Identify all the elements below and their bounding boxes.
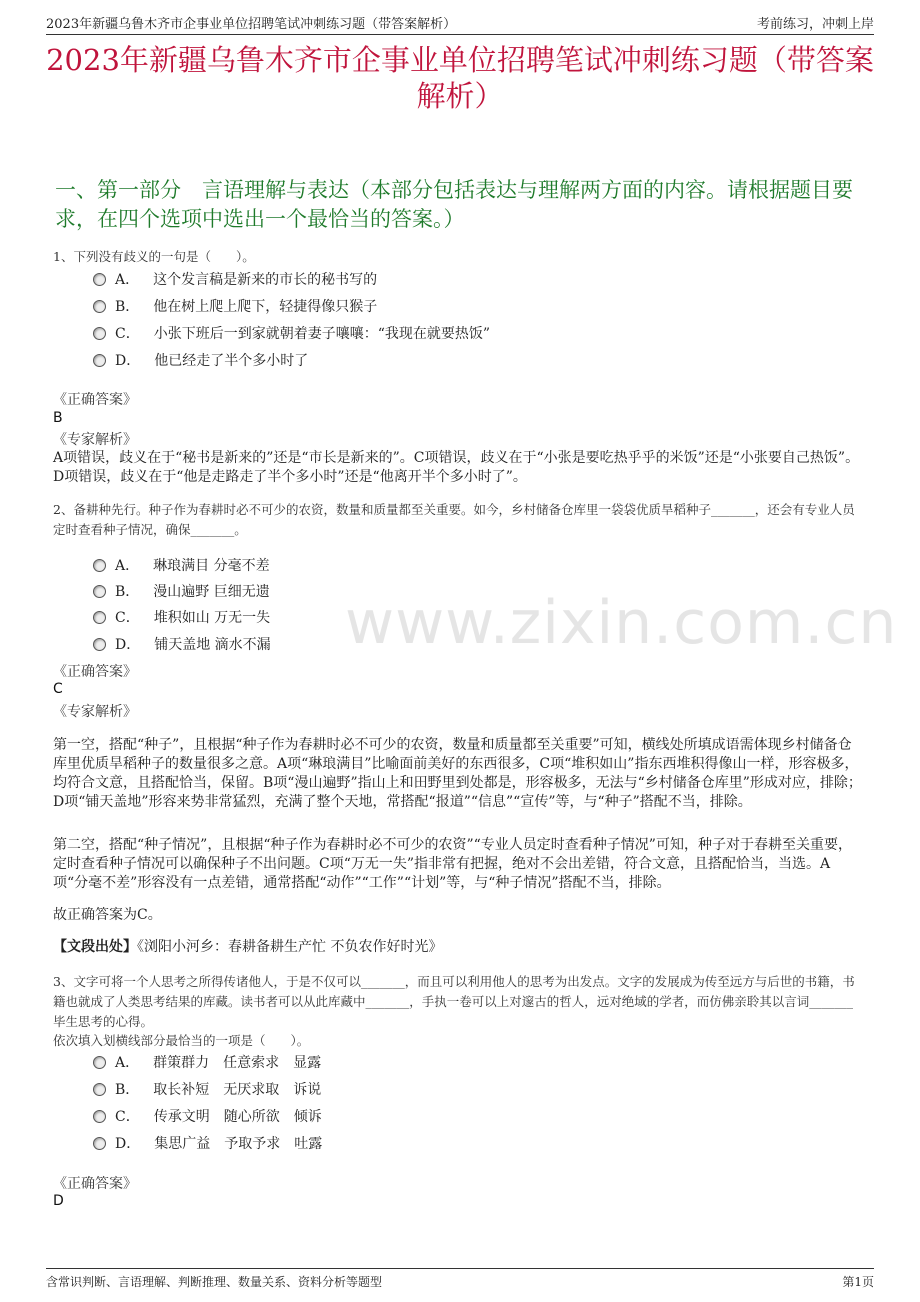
page-footer [46,1268,874,1290]
question-2-answer: C [53,681,63,697]
question-2-conclusion: 故正确答案为C。 [53,907,162,923]
radio-icon[interactable] [93,585,106,598]
answer-label: 《正确答案》 [53,1176,137,1192]
header-slogan: 考前练习，冲刺上岸 [756,17,874,32]
question-2-option-a[interactable]: A． 琳琅满目 分毫不差 [93,555,270,575]
question-1-option-c[interactable]: C． 小张下班后一到家就朝着妻子嚷嚷：“我现在就要热饭” [93,323,490,343]
page-number: 第1页 [842,1275,874,1289]
question-3-option-a[interactable]: A． 群策群力 任意索求 显露 [93,1052,321,1072]
footer-description: 含常识判断、言语理解、判断推理、数量关系、资料分析等题型 [46,1275,383,1289]
question-2-analysis-p1: 第一空，搭配“种子”，且根据“种子作为春耕时必不可少的农资，数量和质量都至关重要”可知，横线处所填成语需体现乡村储备仓库里优质旱稻种子的数量很多之意。A项“琳琅满目”比喻面前美好的东西很多，C项“堆积如山”指东西堆积得像山一样，形容极多，均符合文意，且搭配恰当，保留。B项“漫山遍野”指山上和田野里到处都是，形容极多，无法与“乡村储备仓库里”形成对应，排除；D项“铺天盖地”形容来势非常猛烈，充满了整个天地，常搭配“报道”“信息”“宣传”等，与“种子”搭配不当，排除。 [53,737,862,810]
radio-icon[interactable] [93,273,106,286]
question-2-option-b[interactable]: B． 漫山遍野 巨细无遗 [93,581,270,601]
question-3-answer: D [53,1193,64,1209]
watermark: www.zixin.com.cn [345,588,898,658]
radio-icon[interactable] [93,1110,106,1123]
question-2-analysis-p2: 第二空，搭配“种子情况”，且根据“种子作为春耕时必不可少的农资”“专业人员定时查看种子情况”可知，种子对于春耕至关重要，定时查看种子情况可以确保种子不出问题。C项“万无一失”指非常有把握，绝对不会出差错，符合文意，且搭配恰当，当选。A项“分毫不差”形容没有一点差错，通常搭配“动作”“工作”“计划”等，与“种子情况”搭配不当，排除。 [53,837,852,891]
answer-label: 《正确答案》 [53,392,137,408]
page-header [46,10,874,35]
section-heading: 一、第一部分 言语理解与表达（本部分包括表达与理解两方面的内容。请根据题目要求，在四个选项中选出一个最恰当的答案。） [55,178,853,231]
source-label: 【文段出处】 [53,939,137,955]
question-1-option-d[interactable]: D． 他已经走了半个多小时了 [93,350,308,370]
question-1-option-a[interactable]: A． 这个发言稿是新来的市长的秘书写的 [93,269,377,289]
radio-icon[interactable] [93,1083,106,1096]
question-3-stem: 3、文字可将一个人思考之所得传诸他人，于是不仅可以_______，而且可以利用他人的思考为出发点。文字的发展成为传至远方与后世的书籍，书籍也就成了人类思考结果的库藏。读书者可以从此库藏中_______，手执一卷可以上对邃古的哲人，远对绝域的学者，而仿佛亲聆其以言词_______毕生思考的心得。 [53,974,855,1029]
radio-icon[interactable] [93,611,106,624]
answer-label: 《正确答案》 [53,664,137,680]
question-1-stem: 1、下列没有歧义的一句是（ ）。 [53,249,255,264]
header-doc-title: 2023年新疆乌鲁木齐市企事业单位招聘笔试冲刺练习题（带答案解析） [46,17,457,32]
radio-icon[interactable] [93,559,106,572]
radio-icon[interactable] [93,1137,106,1150]
question-1-analysis: A项错误，歧义在于“秘书是新来的”还是“市长是新来的”。C项错误，歧义在于“小张是要吃热乎乎的米饭”还是“小张要自己热饭”。D项错误，歧义在于“他是走路走了半个多小时”还是“他离开半个多小时了”。 [53,450,860,485]
question-2-stem: 2、备耕种先行。种子作为春耕时必不可少的农资，数量和质量都至关重要。如今，乡村储备仓库里一袋袋优质旱稻种子_______，还会有专业人员定时查看种子情况，确保_______。 [53,502,855,537]
analysis-label: 《专家解析》 [53,704,137,720]
question-2-option-d[interactable]: D． 铺天盖地 滴水不漏 [93,634,271,654]
question-2-source [53,938,865,957]
source-text: 《浏阳小河乡：春耕备耕生产忙 不负农作好时光》 [137,939,443,955]
analysis-label: 《专家解析》 [53,432,137,448]
question-1-option-b[interactable]: B． 他在树上爬上爬下，轻捷得像只猴子 [93,296,377,316]
question-1-answer: B [53,410,63,426]
document-title: 2023年新疆乌鲁木齐市企事业单位招聘笔试冲刺练习题（带答案解析） [46,43,874,113]
radio-icon[interactable] [93,327,106,340]
radio-icon[interactable] [93,354,106,367]
question-3-option-d[interactable]: D． 集思广益 予取予求 吐露 [93,1133,322,1153]
radio-icon[interactable] [93,638,106,651]
radio-icon[interactable] [93,300,106,313]
question-2-option-c[interactable]: C． 堆积如山 万无一失 [93,607,270,627]
question-3-option-b[interactable]: B． 取长补短 无厌求取 诉说 [93,1079,321,1099]
question-3-option-c[interactable]: C． 传承文明 随心所欲 倾诉 [93,1106,322,1126]
question-3-instruction: 依次填入划横线部分最恰当的一项是（ ）。 [53,1033,310,1048]
radio-icon[interactable] [93,1056,106,1069]
